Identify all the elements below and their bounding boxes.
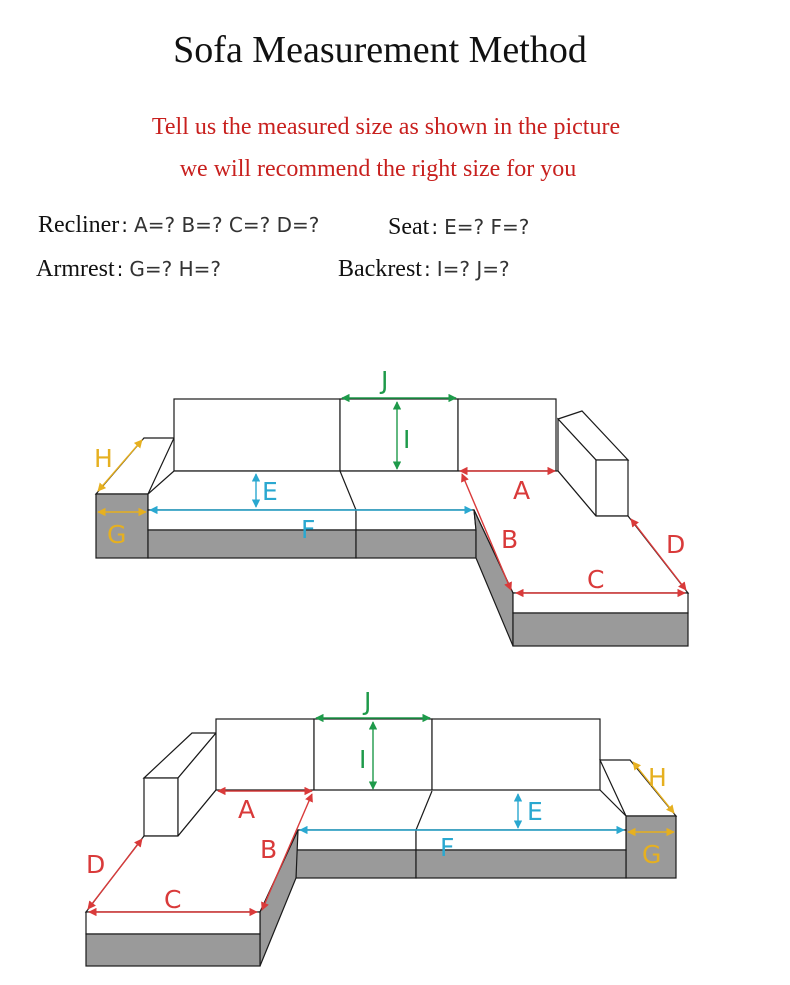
- armrest-values: G=? H=?: [129, 257, 222, 281]
- label-I-bottom: I: [359, 745, 367, 774]
- label-E-top: E: [262, 477, 278, 506]
- left-armrest-front-2: [144, 778, 178, 836]
- sofa-diagram-bottom: [86, 719, 676, 966]
- seat-band-2: [356, 510, 476, 530]
- back-cushion-3: [458, 399, 556, 471]
- seat-front-3: [296, 850, 416, 878]
- back-cushion-6: [432, 719, 600, 791]
- label-B-top: B: [501, 525, 519, 554]
- armrest-label: Armrest: [36, 256, 115, 282]
- back-cushion-1: [174, 399, 340, 471]
- label-G-bottom: G: [642, 840, 662, 869]
- backrest-label: Backrest: [338, 256, 422, 282]
- label-H-top: H: [94, 444, 113, 473]
- backrest-colon: :: [423, 257, 431, 281]
- page-title: Sofa Measurement Method: [173, 29, 587, 71]
- label-F-top: F: [301, 515, 316, 544]
- armrest-colon: :: [116, 257, 124, 281]
- instruction-line-2: we will recommend the right size for you: [179, 156, 577, 182]
- label-I-top: I: [403, 425, 411, 454]
- back-cushion-4: [216, 719, 314, 791]
- seat-label: Seat: [388, 214, 430, 240]
- label-J-top: J: [381, 366, 389, 395]
- label-C-top: C: [587, 565, 605, 594]
- chaise-front: [513, 613, 688, 646]
- label-F-bottom: F: [440, 833, 455, 862]
- chaise-front-band: [513, 593, 688, 613]
- backrest-values: I=? J=?: [436, 257, 510, 281]
- right-armrest-front: [596, 460, 628, 516]
- label-H-bottom: H: [648, 763, 667, 792]
- label-A-top: A: [513, 476, 531, 505]
- label-D-top: D: [666, 530, 686, 559]
- back-cushion-2: [340, 399, 458, 471]
- label-G-top: G: [107, 520, 127, 549]
- seat-colon: :: [431, 215, 439, 239]
- instruction-line-1: Tell us the measured size as shown in the picture: [151, 114, 621, 140]
- label-A-bottom: A: [238, 795, 256, 824]
- label-B-bottom: B: [260, 835, 278, 864]
- seat-front-1: [148, 530, 356, 558]
- seat-front-2: [356, 530, 476, 558]
- sofa-diagram-top: [96, 399, 688, 646]
- label-D-bottom: D: [86, 850, 106, 879]
- recliner-label: Recliner: [38, 212, 120, 238]
- seat-band-3: [296, 830, 416, 850]
- seat-band-1: [148, 510, 356, 530]
- chaise-front-2: [86, 934, 260, 966]
- seat-values: E=? F=?: [444, 215, 530, 239]
- recliner-colon: :: [121, 213, 129, 237]
- recliner-values: A=? B=? C=? D=?: [134, 213, 320, 237]
- label-J-bottom: J: [364, 687, 372, 716]
- chaise-front-band-2: [86, 912, 260, 934]
- label-C-bottom: C: [164, 885, 182, 914]
- label-E-bottom: E: [527, 797, 543, 826]
